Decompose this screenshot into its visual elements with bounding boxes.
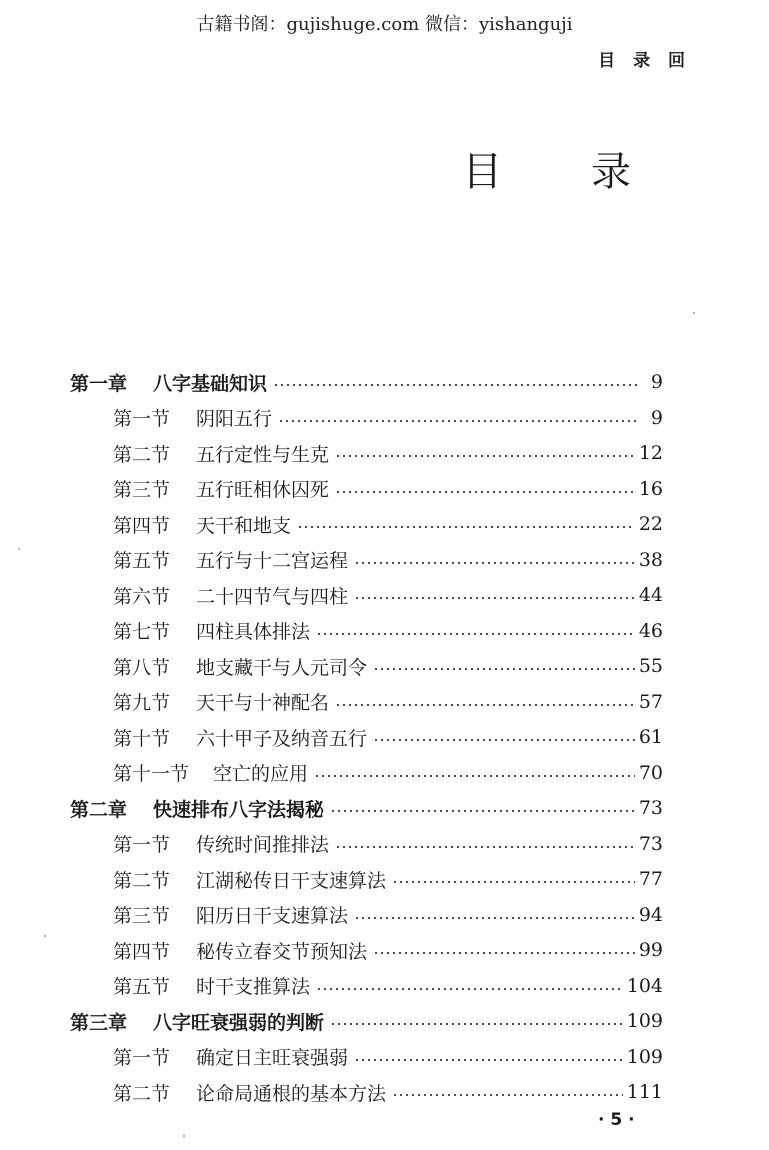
toc-entry-title: 阳历日干支速算法 [196,905,349,927]
toc-entry-page: 70 [638,761,663,784]
scan-speck [693,312,695,314]
toc-entry-title: 秘传立春交节预知法 [196,940,368,963]
toc-entry-title: 五行旺相休囚死 [196,479,330,501]
toc-entry-title: 论命局通根的基本方法 [196,1082,387,1105]
toc-entry-number: 第九节 [113,692,171,714]
toc-entry-page: 73 [638,832,663,855]
dot-leader [314,775,635,777]
toc-entry-number: 第四节 [113,940,171,963]
toc-entry-number: 第四节 [113,514,171,537]
toc-chapter-row[interactable] [70,793,663,823]
dot-leader [330,1023,623,1025]
toc-entry-number: 第一节 [113,1047,171,1069]
toc-entry-page: 111 [626,1081,663,1103]
toc-entry-page: 104 [626,974,663,997]
toc-section-row[interactable] [113,935,663,965]
toc-section-row[interactable] [113,900,663,930]
toc-chapter-row[interactable] [70,1006,663,1036]
dot-leader [392,881,635,883]
dot-leader [354,917,635,919]
toc-entry-title: 四柱具体排法 [196,621,311,643]
toc-entry-title: 八字旺衰强弱的判断 [153,1011,325,1034]
toc-section-row[interactable] [113,864,663,894]
toc-entry-page: 57 [638,690,663,713]
toc-section-row[interactable] [113,971,663,1001]
dot-leader [335,491,635,493]
dot-leader [354,1059,623,1061]
toc-entry-number: 第五节 [113,550,171,572]
toc-chapter-row[interactable] [70,367,663,397]
dot-leader [297,526,635,528]
toc-entry-page: 109 [626,1045,663,1068]
page-number: · 5 · [598,1110,635,1130]
scan-speck [183,1135,185,1137]
running-head: 目 录 回 [598,51,691,71]
toc-entry-title: 二十四节气与四柱 [196,585,349,608]
dot-leader [354,562,635,564]
scan-speck [44,935,46,937]
toc-section-row[interactable] [113,1042,663,1072]
toc-section-row[interactable] [113,438,663,468]
toc-entry-number: 第十节 [113,727,171,750]
toc-section-row[interactable] [113,509,663,539]
toc-section-row[interactable] [113,758,663,788]
dot-leader [316,988,623,990]
toc-entry-number: 第三节 [113,479,171,501]
toc-section-row[interactable] [113,403,663,433]
dot-leader [392,1094,623,1096]
toc-section-row[interactable] [113,580,663,610]
toc-entry-page: 46 [638,619,663,642]
toc-entry-title: 江湖秘传日干支速算法 [196,869,387,892]
toc-entry-number: 第八节 [113,656,171,679]
toc-entry-title: 天干与十神配名 [196,692,330,714]
toc-entry-number: 第一章 [70,372,128,395]
toc-entry-title: 传统时间推排法 [196,834,330,856]
page-title: 目 录 [462,149,669,195]
dot-leader [335,704,635,706]
toc-section-row[interactable] [113,829,663,859]
toc-entry-title: 确定日主旺衰强弱 [196,1047,349,1069]
dot-leader [354,597,635,599]
toc-entry-page: 61 [638,726,663,748]
toc-entry-number: 第三章 [70,1011,128,1034]
toc-entry-title: 五行与十二宫运程 [196,550,349,572]
toc-entry-title: 快速排布八字法揭秘 [153,798,325,821]
toc-section-row[interactable] [113,474,663,504]
toc-entry-number: 第六节 [113,585,171,608]
toc-entry-page: 12 [638,442,663,464]
toc-entry-page: 44 [638,584,663,606]
toc-entry-page: 22 [638,513,663,535]
toc-entry-page: 77 [638,868,663,890]
toc-section-row[interactable] [113,722,663,752]
toc-entry-title: 阴阳五行 [196,408,273,430]
toc-entry-page: 55 [638,655,663,677]
toc-entry-title: 地支藏干与人元司令 [196,656,368,679]
toc-entry-number: 第三节 [113,905,171,927]
toc-entry-number: 第二节 [113,443,171,466]
toc-entry-page: 38 [638,548,663,571]
dot-leader [335,455,635,457]
dot-leader [373,668,635,670]
dot-leader [373,739,635,741]
dot-leader [316,633,635,635]
toc-entry-page: 73 [638,797,663,819]
toc-entry-number: 第一节 [113,408,171,430]
toc-entry-number: 第二章 [70,798,128,821]
toc-entry-number: 第一节 [113,834,171,856]
toc-entry-title: 时干支推算法 [196,976,311,998]
toc-entry-page: 9 [650,371,663,393]
dot-leader [278,420,637,422]
dot-leader [273,384,637,386]
toc-entry-page: 16 [638,477,663,500]
toc-entry-page: 109 [626,1010,663,1032]
toc-section-row[interactable] [113,616,663,646]
toc-entry-number: 第五节 [113,976,171,998]
scan-speck [18,548,20,550]
toc-entry-title: 空亡的应用 [213,763,309,785]
toc-entry-number: 第十一节 [113,763,190,785]
toc-section-row[interactable] [113,651,663,681]
dot-leader [330,810,635,812]
toc-entry-number: 第二节 [113,869,171,892]
toc-entry-number: 第七节 [113,621,171,643]
toc-section-row[interactable] [113,1077,663,1107]
toc-entry-number: 第二节 [113,1082,171,1105]
toc-section-row[interactable] [113,545,663,575]
toc-section-row[interactable] [113,687,663,717]
toc-entry-title: 天干和地支 [196,514,292,537]
toc-entry-page: 9 [650,406,663,429]
toc-entry-page: 94 [638,903,663,926]
toc-entry-title: 六十甲子及纳音五行 [196,727,368,750]
toc-entry-page: 99 [638,939,663,961]
toc-entry-title: 八字基础知识 [153,372,268,395]
dot-leader [335,846,635,848]
dot-leader [373,952,635,954]
watermark-text: 古籍书阁：gujishuge.com 微信：yishanguji [196,14,573,35]
toc-entry-title: 五行定性与生克 [196,443,330,466]
